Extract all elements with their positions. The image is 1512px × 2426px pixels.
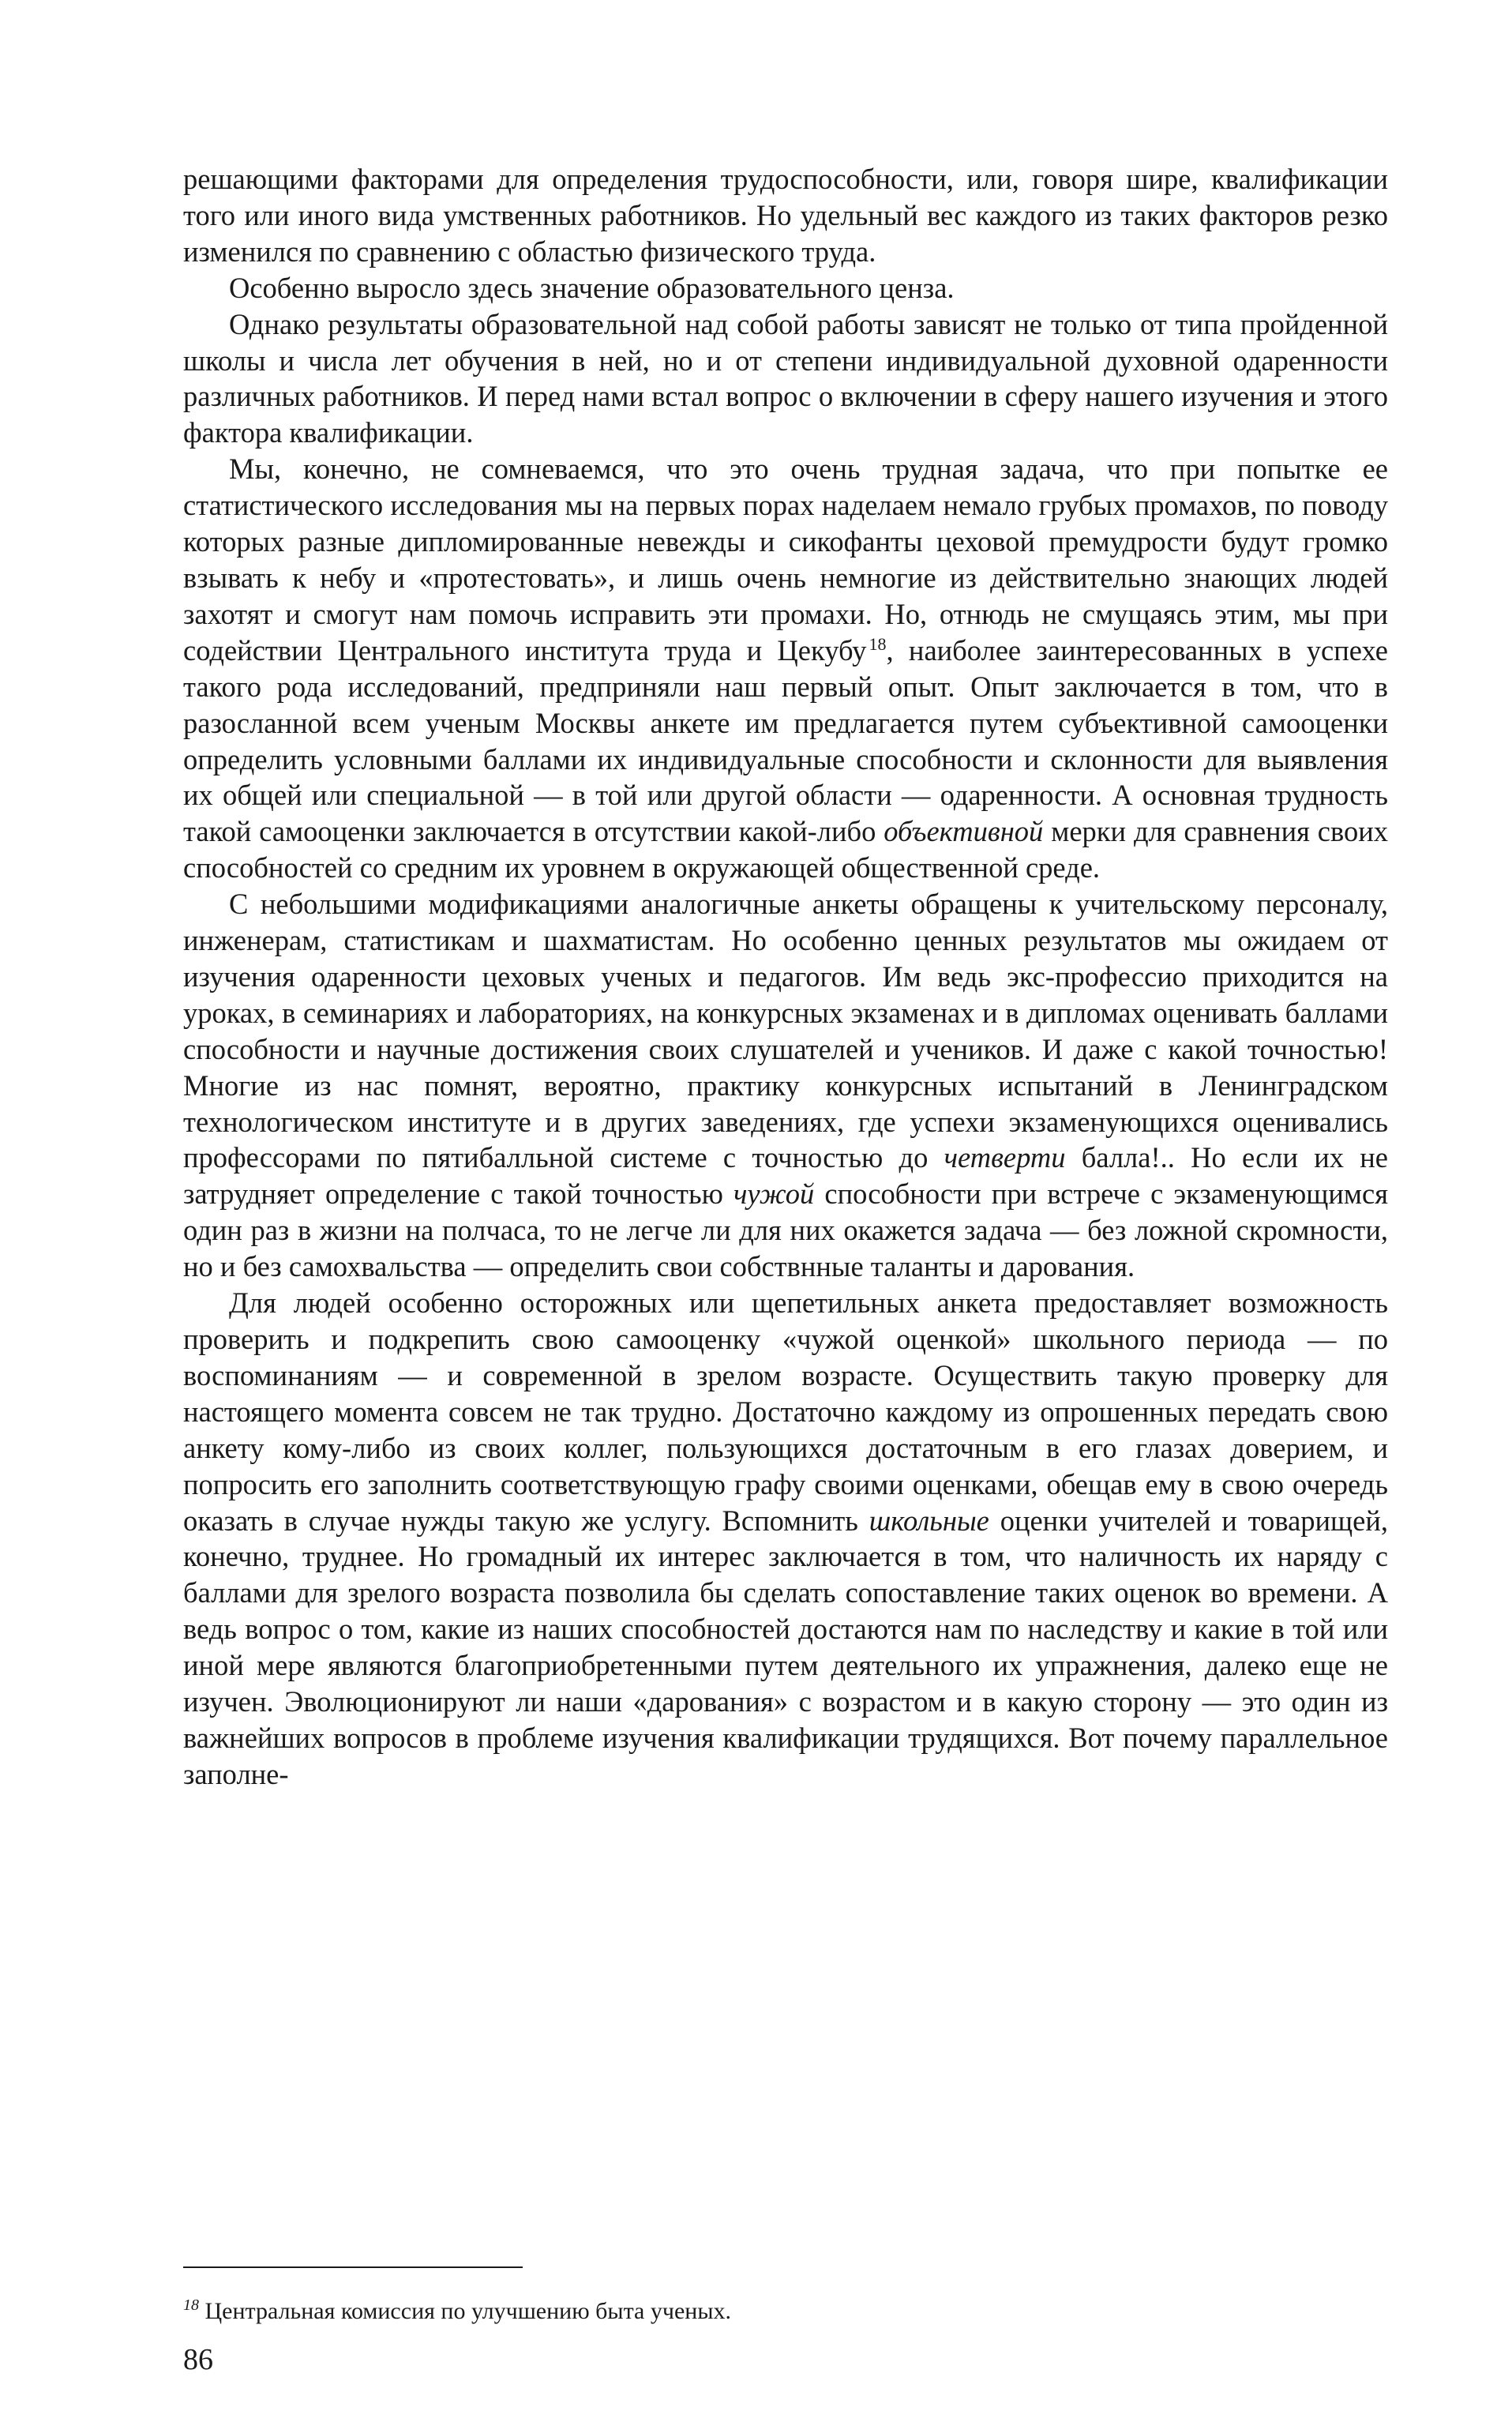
- paragraph-6-text-a: Для людей особенно осторожных или щепетильных анкета предоставляет возможность проверить и подкрепить свою самооценку «чужой оценкой» школьного периода — по воспоминаниям — и современной в зрелом возрасте. Осуществить такую проверку для настоящего момента совсем не так трудно. Достаточно каждому из опрошенных передать свою анкету кому-либо из своих коллег, пользующихся достаточным в его глазах доверием, и попросить его заполнить соответствующую графу своими оценками, обещав ему в свою очередь оказать в случае нужды такую же услугу. Вспомнить: [183, 1286, 1388, 1537]
- main-text: [183, 161, 1388, 1793]
- paragraph-5-text-a: С небольшими модификациями аналогичные анкеты обращены к учительскому персоналу, инженерам, статистикам и шахматистам. Но особенно ценных результатов мы ожидаем от изучения одаренности цеховых ученых и педагогов. Им ведь экс-профессио приходится на уроках, в семинариях и лабораториях, на конкурсных экзаменах и в дипломах оценивать баллами способности и научные достижения своих слушателей и учеников. И даже с какой точностью! Многие из нас помнят, вероятно, практику конкурсных испытаний в Ленинградском технологическом институте и в других заведениях, где успехи экзаменующихся оценивались профессорами по пятибалльной системе с точностью до: [183, 888, 1388, 1174]
- paragraph-1-text: решающими факторами для определения трудоспособности, или, говоря шире, квалификации того или иного вида умственных работников. Но удельный вес каждого из таких факторов резко изменился по сравнению с областью физического труда.: [183, 163, 1388, 268]
- paragraph-2-text: Особенно выросло здесь значение образовательного ценза.: [229, 271, 955, 304]
- footnote-18: [183, 2296, 1388, 2326]
- paragraph-4-text-c: мерки для сравнения своих способностей со средним их уровнем в окружающей общественной среде.: [183, 815, 1389, 884]
- paragraph-4: [183, 451, 1388, 886]
- paragraph-2: [183, 270, 1388, 306]
- footnote-text: Центральная комиссия по улучшению быта ученых.: [204, 2298, 731, 2324]
- footnote-marker: 18: [183, 2296, 199, 2314]
- paragraph-3: [183, 306, 1388, 452]
- paragraph-5-text-b: балла!.. Но если их не затрудняет определение с такой точностью: [183, 1141, 1389, 1211]
- footnote-divider: [183, 2266, 523, 2268]
- paragraph-6-emphasis: школьные: [869, 1504, 989, 1537]
- paragraph-4-text-a: Мы, конечно, не сомневаемся, что это очень трудная задача, что при попытке ее статистического исследования мы на первых порах наделаем немало грубых промахов, по поводу которых разные дипломированные невежды и сикофанты цеховой премудрости будут громко взывать к небу и «протестовать», и лишь очень немногие из действительно знающих людей захотят и смогут нам помочь исправить эти промахи. Но, отнюдь не смущаясь этим, мы при содействии Центрального института труда и Цекубу: [183, 453, 1388, 667]
- paragraph-1: [183, 161, 1388, 270]
- footnote-reference-18: 18: [869, 633, 887, 654]
- paragraph-5: [183, 886, 1388, 1285]
- paragraph-4-emphasis: объективной: [884, 815, 1044, 848]
- paragraph-4-text-b: , наиболее заинтересованных в успехе такого рода исследований, предприняли наш первый опыт. Опыт заключается в том, что в разосланной всем ученым Москвы анкете им предлагается путем субъективной самооценки определить условными баллами их индивидуальные способности и склонности для выявления их общей или специальной — в той или другой области — одаренности. А основная трудность такой самооценки заключается в отсутствии какой-либо: [183, 633, 1388, 848]
- paragraph-6-text-b: оценки учителей и товарищей, конечно, труднее. Но громадный их интерес заключается в том, что наличность их наряду с баллами для зрелого возраста позволила бы сделать сопоставление таких оценок во времени. А ведь вопрос о том, какие из наших способностей достаются нам по наследству и какие в той или иной мере являются благоприобретенными путем деятельного их упражнения, далеко еще не изучен. Эволюционируют ли наши «дарования» с возрастом и в какую сторону — это один из важнейших вопросов в проблеме изучения квалификации трудящихся. Вот почему параллельное заполне-: [183, 1504, 1389, 1790]
- paragraph-6: [183, 1285, 1388, 1793]
- paragraph-5-emphasis-1: четверти: [944, 1141, 1066, 1174]
- paragraph-3-text: Однако результаты образовательной над собой работы зависят не только от типа пройденной школы и числа лет обучения в ней, но и от степени индивидуальной духовной одаренности различных работников. И перед нами встал вопрос о включении в сферу нашего изучения и этого фактора квалификации.: [183, 307, 1388, 449]
- paragraph-5-text-c: способности при встрече с экзаменующимся один раз в жизни на полчаса, то не легче ли для них окажется задача — без ложной скромности, но и без самохвальства — определить свои собствнные таланты и дарования.: [183, 1177, 1389, 1283]
- paragraph-5-emphasis-2: чужой: [733, 1177, 815, 1211]
- page-number: 86: [183, 2343, 213, 2376]
